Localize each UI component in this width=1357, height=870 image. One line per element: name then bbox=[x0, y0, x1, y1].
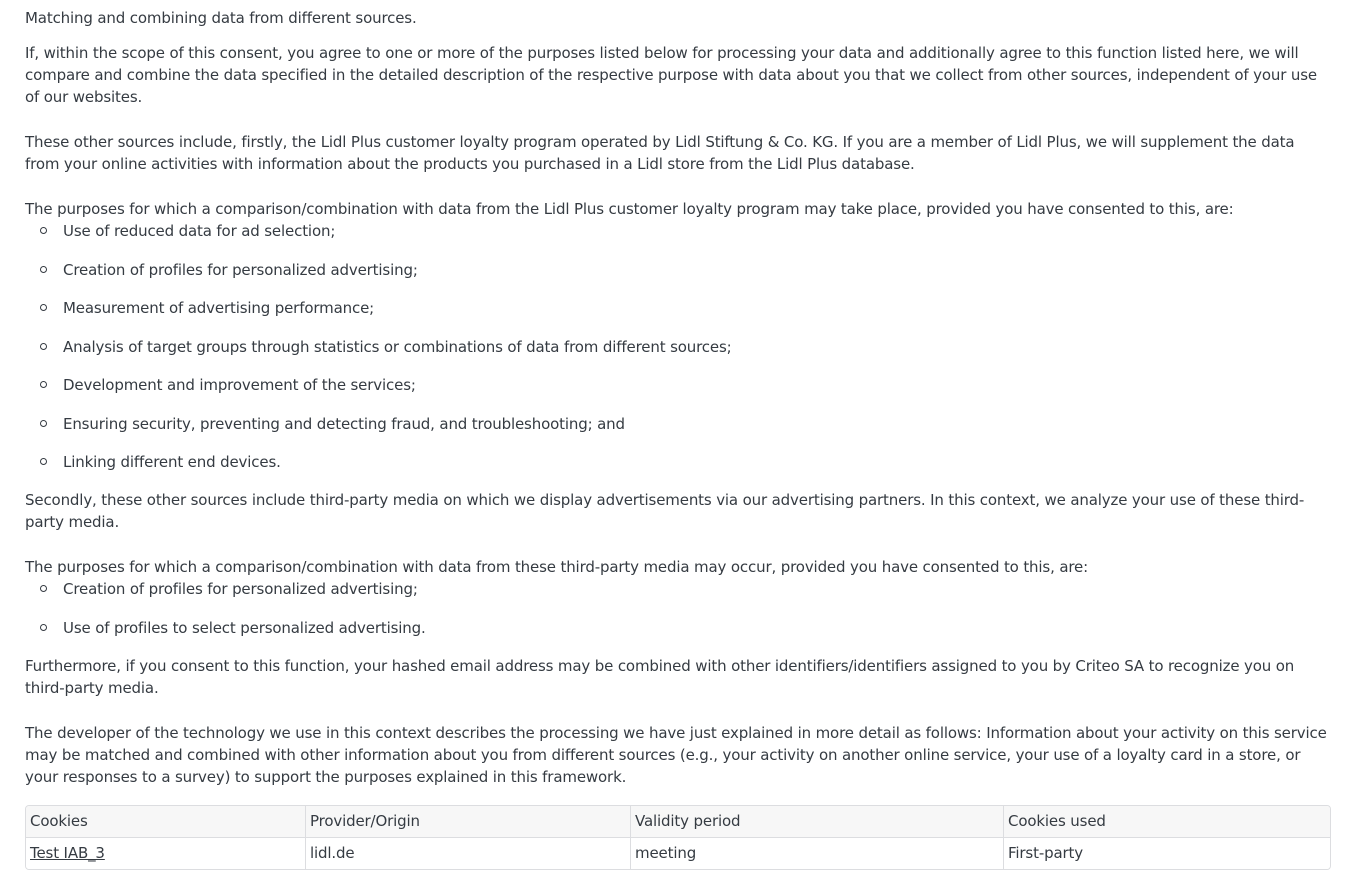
validity-cell: meeting bbox=[631, 838, 1004, 869]
criteo-paragraph: Furthermore, if you consent to this function, your hashed email address may be combined with other identifiers/identifiers assigned to you by Criteo SA to recognize you on third-party media. bbox=[25, 656, 1295, 697]
list-item: Creation of profiles for personalized advertising; bbox=[25, 578, 1332, 600]
lidl-plus-purposes-list bbox=[25, 220, 1332, 473]
cookie-table bbox=[25, 805, 1331, 870]
column-header-provider: Provider/Origin bbox=[306, 806, 631, 838]
third-party-purposes-list bbox=[25, 578, 1332, 639]
third-party-purposes-intro: The purposes for which a comparison/combination with data from these third-party media may occur, provided you have consented to this, are: bbox=[25, 558, 1089, 576]
list-item: Ensuring security, preventing and detecting fraud, and troubleshooting; and bbox=[25, 413, 1332, 435]
cookie-name-link[interactable]: Test IAB_3 bbox=[30, 843, 105, 862]
function-title: Matching and combining data from different sources. bbox=[25, 9, 417, 27]
provider-cell: lidl.de bbox=[306, 838, 631, 869]
cookies-used-cell: First-party bbox=[1004, 838, 1330, 869]
column-header-cookies: Cookies bbox=[26, 806, 306, 838]
table-header-row bbox=[26, 806, 1330, 838]
intro-paragraph: If, within the scope of this consent, you agree to one or more of the purposes listed below for processing your data and additionally agree to this function listed here, we will compare and combine the data specified in the detailed description of the respective purpose with data about you that we collect from other sources, independent of your use of our websites. bbox=[25, 44, 1318, 106]
list-item: Linking different end devices. bbox=[25, 451, 1332, 473]
list-item: Measurement of advertising performance; bbox=[25, 297, 1332, 319]
list-item: Use of reduced data for ad selection; bbox=[25, 220, 1332, 242]
lidl-plus-purposes-intro: The purposes for which a comparison/combination with data from the Lidl Plus customer loyalty program may take place, provided you have consented to this, are: bbox=[25, 200, 1234, 218]
developer-description-paragraph: The developer of the technology we use in this context describes the processing we have just explained in more detail as follows: Information about your activity on this service may be matched and combined with other information about you from different sources (e.g., your activity on another online service, your use of a loyalty card in a store, or your responses to a survey) to support the purposes explained in this framework. bbox=[25, 723, 1327, 786]
third-party-paragraph: Secondly, these other sources include third-party media on which we display advertisements via our advertising partners. In this context, we analyze your use of these third-party media. bbox=[25, 491, 1305, 531]
list-item: Development and improvement of the services; bbox=[25, 374, 1332, 396]
list-item: Creation of profiles for personalized advertising; bbox=[25, 259, 1332, 281]
list-item: Use of profiles to select personalized advertising. bbox=[25, 617, 1332, 639]
column-header-cookies-used: Cookies used bbox=[1004, 806, 1330, 838]
table-row bbox=[26, 838, 1330, 869]
list-item: Analysis of target groups through statistics or combinations of data from different sources; bbox=[25, 336, 1332, 358]
cookie-name-cell bbox=[26, 838, 306, 869]
column-header-validity: Validity period bbox=[631, 806, 1004, 838]
lidl-plus-paragraph: These other sources include, firstly, the Lidl Plus customer loyalty program operated by Lidl Stiftung & Co. KG. If you are a member of Lidl Plus, we will supplement the data from your online activities with information about the products you purchased in a Lidl store from the Lidl Plus database. bbox=[25, 133, 1295, 173]
